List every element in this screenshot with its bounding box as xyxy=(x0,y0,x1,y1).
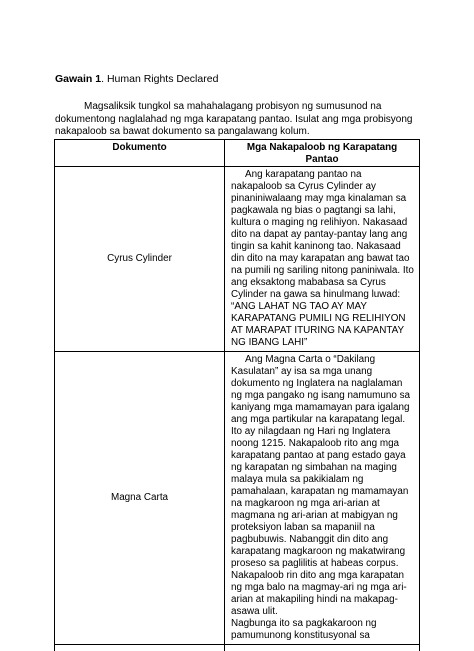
content-line: Ang karapatang pantao na xyxy=(231,169,416,181)
header-karapatan-line-1: Mga Nakapaloob ng Karapatang xyxy=(247,142,397,153)
rights-content-cell xyxy=(225,167,420,352)
header-karapatan xyxy=(225,140,420,167)
content-line: malaya mula sa pakikialam ng xyxy=(231,474,416,486)
rights-table xyxy=(54,139,420,651)
content-line: asawa ulit. xyxy=(231,606,416,618)
header-karapatan-line-2: Pantao xyxy=(306,154,339,165)
activity-label: Gawain 1 xyxy=(55,73,101,85)
content-line: tingin sa kahit kaninong tao. Nakasaad xyxy=(231,241,416,253)
content-line: kaniyang mga mamamayan para igalang xyxy=(231,402,416,414)
content-line: Ang Magna Carta o “Dakilang xyxy=(231,354,416,366)
content-line: nakapaloob sa Cyrus Cylinder ay xyxy=(231,181,416,193)
content-line: magmana ng ari-arian at mabigyan ng xyxy=(231,510,416,522)
content-line: na magkaroon ng mga ari-arian at xyxy=(231,498,416,510)
content-line: kultura o maging ng relihiyon. Nakasaad xyxy=(231,217,416,229)
content-line: Kasulatan” ay isa sa mga unang xyxy=(231,366,416,378)
content-line: Nakapaloob rin dito ang mga karapatan xyxy=(231,570,416,582)
content-line: din dito na may karapatan ang bawat tao xyxy=(231,253,416,265)
content-line: “ANG LAHAT NG TAO AY MAY xyxy=(231,301,416,313)
table-header-row xyxy=(55,140,420,167)
content-line: ng mga pangako ng isang namumuno sa xyxy=(231,390,416,402)
content-line: KARAPATANG PUMILI NG RELIHIYON xyxy=(231,313,416,325)
content-line: pamumunong konstitusyonal sa xyxy=(231,630,416,642)
content-line: proteksiyon laban sa mapaniil na xyxy=(231,522,416,534)
content-line: AT MARAPAT ITURING NA KAPANTAY xyxy=(231,325,416,337)
document-name-cell: Cyrus Cylinder xyxy=(55,167,225,352)
content-line: Ito ay nilagdaan ng Hari ng Inglatera xyxy=(231,426,416,438)
continued-cell xyxy=(55,645,225,651)
content-line: pagbubuwis. Nabanggit din dito ang xyxy=(231,534,416,546)
content-line: pinaniniwalaang may mga kinalaman sa xyxy=(231,193,416,205)
rights-content xyxy=(225,167,419,351)
instructions-line: Magsaliksik tungkol sa mahahalagang probisyon ng sumusunod na xyxy=(55,101,425,114)
table-row-continued xyxy=(55,645,420,651)
content-line: Cylinder na gawa sa hinulmang luwad: xyxy=(231,289,416,301)
instructions-line: dokumentong naglalahad ng mga karapatang pantao. Isulat ang mga probisyong xyxy=(55,114,425,127)
table-row xyxy=(55,167,420,352)
instructions-line: nakapaloob sa bawat dokumento sa pangalawang kolum. xyxy=(55,126,425,139)
document-name-cell: Magna Carta xyxy=(55,352,225,645)
continued-cell xyxy=(225,645,420,651)
rights-content xyxy=(225,352,419,644)
table-row xyxy=(55,352,420,645)
content-line: ang mga partikular na karapatang legal. xyxy=(231,414,416,426)
content-line: karapatang pantao at pang estado gaya xyxy=(231,450,416,462)
content-line: ng mga balo na magmay-ari ng mga ari- xyxy=(231,582,416,594)
header-dokumento-text: Dokumento xyxy=(55,140,224,154)
content-line: karapatang magkaroon ng makatwirang xyxy=(231,546,416,558)
content-line: noong 1215. Nakapaloob rito ang mga xyxy=(231,438,416,450)
content-line: dokumento ng Inglatera na naglalaman xyxy=(231,378,416,390)
content-line: NG IBANG LAHI” xyxy=(231,337,416,349)
instructions-paragraph xyxy=(55,101,425,139)
activity-title: . Human Rights Declared xyxy=(101,73,218,85)
content-line: ang eksaktong mababasa sa Cyrus xyxy=(231,277,416,289)
content-line: na pumili ng sariling nitong paniniwala. Ito xyxy=(231,265,416,277)
content-line: proseso sa paglilitis at habeas corpus. xyxy=(231,558,416,570)
content-line: pagkawala ng bias o pagtangi sa lahi, xyxy=(231,205,416,217)
content-line: pamahalaan, karapatan ng mamamayan xyxy=(231,486,416,498)
content-line: arian at makapiling hindi na makapag- xyxy=(231,594,416,606)
header-dokumento xyxy=(55,140,225,167)
rights-content-cell xyxy=(225,352,420,645)
activity-heading xyxy=(55,73,218,86)
header-karapatan-text xyxy=(225,140,419,166)
content-line: ng karapatan ng simbahan na maging xyxy=(231,462,416,474)
content-line: dito na dapat ay pantay-pantay lang ang xyxy=(231,229,416,241)
content-line: Nagbunga ito sa pagkakaroon ng xyxy=(231,618,416,630)
